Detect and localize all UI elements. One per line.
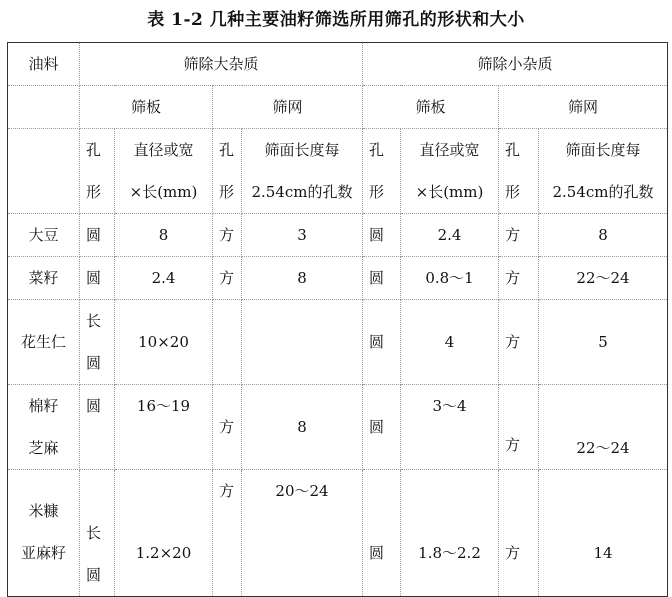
header-hole-shape [363,129,401,214]
header-holes-per-length [539,129,668,214]
header-hole-shape [80,129,115,214]
large-mesh-shape: 方 [213,470,242,597]
large-plate-size: 1.2×20 [115,470,213,597]
small-mesh-count: 5 [539,300,668,385]
large-mesh-shape: 方 [213,214,242,257]
large-mesh-count: 20～24 [242,470,363,597]
header-row-1 [8,43,668,86]
small-mesh-count: 22～24 [539,257,668,300]
header-holes-per-line2: 2.54cm的孔数 [251,183,353,201]
large-mesh-count [242,300,363,385]
oil-name-line1: 米糠 [28,502,59,520]
large-plate-shape: 圆 [80,214,115,257]
table-row [8,214,668,257]
shape-line1: 长 [86,524,102,542]
large-plate-shape: 圆 [80,385,115,470]
header-hole-shape-line2: 形 [369,183,385,201]
header-hole-shape-line1: 孔 [369,141,385,159]
header-small-mesh: 筛网 [499,86,668,129]
header-empty-cell [8,129,80,214]
small-plate-size: 2.4 [401,214,499,257]
header-hole-shape-line1: 孔 [219,141,235,159]
small-plate-shape: 圆 [363,214,401,257]
oil-name: 大豆 [8,214,80,257]
large-plate-size: 8 [115,214,213,257]
sieve-table [7,42,668,597]
large-plate-shape [80,300,115,385]
oil-name [8,470,80,597]
header-holes-per-line2: 2.54cm的孔数 [552,183,654,201]
header-diameter [401,129,499,214]
small-mesh-count [539,385,668,470]
oil-name-line2: 芝麻 [28,439,59,457]
header-oil-material: 油料 [8,43,80,86]
header-large-plate: 筛板 [80,86,213,129]
table-title: 表 1-2 几种主要油籽筛选所用筛孔的形状和大小 [147,10,525,30]
header-hole-shape-line1: 孔 [505,141,521,159]
oil-name-line1: 棉籽 [28,397,59,415]
shape-line1: 长 [86,312,102,330]
shape-line2: 圆 [86,354,102,372]
oil-name [8,385,80,470]
small-mesh-shape: 方 [499,300,539,385]
table-row [8,385,668,470]
header-remove-large: 筛除大杂质 [80,43,363,86]
header-diameter [115,129,213,214]
table-row [8,470,668,597]
small-mesh-shape: 方 [499,214,539,257]
small-mesh-shape-text: 方 [505,436,521,454]
large-plate-size: 2.4 [115,257,213,300]
large-plate-size: 10×20 [115,300,213,385]
header-holes-per-line1: 筛面长度每 [264,141,340,159]
large-mesh-shape [213,300,242,385]
header-hole-shape-line2: 形 [219,183,235,201]
header-small-plate: 筛板 [363,86,499,129]
oil-name: 花生仁 [8,300,80,385]
small-mesh-shape [499,385,539,470]
small-plate-size: 3～4 [401,385,499,470]
large-plate-shape: 圆 [80,257,115,300]
small-plate-size: 1.8～2.2 [401,470,499,597]
header-holes-per-length [242,129,363,214]
small-mesh-shape: 方 [499,257,539,300]
header-diameter-line2: ×长(mm) [129,183,198,201]
header-hole-shape [213,129,242,214]
header-hole-shape-line2: 形 [86,183,102,201]
small-plate-size: 0.8～1 [401,257,499,300]
header-hole-shape [499,129,539,214]
small-mesh-shape: 方 [499,470,539,597]
header-empty-cell [8,86,80,129]
small-plate-size: 4 [401,300,499,385]
header-hole-shape-line2: 形 [505,183,521,201]
large-mesh-count: 3 [242,214,363,257]
large-mesh-count: 8 [242,257,363,300]
small-plate-shape: 圆 [363,300,401,385]
large-plate-shape [80,470,115,597]
header-hole-shape-line1: 孔 [86,141,102,159]
large-mesh-shape: 方 [213,385,242,470]
header-diameter-line1: 直径或宽 [419,141,480,159]
oil-name-line2: 亚麻籽 [20,544,66,562]
table-row [8,300,668,385]
large-plate-size: 16～19 [115,385,213,470]
header-diameter-line1: 直径或宽 [133,141,194,159]
header-row-3 [8,129,668,214]
small-mesh-count: 8 [539,214,668,257]
small-plate-shape: 圆 [363,257,401,300]
header-remove-small: 筛除小杂质 [363,43,668,86]
oil-name: 菜籽 [8,257,80,300]
header-large-mesh: 筛网 [213,86,363,129]
small-mesh-count-text: 22～24 [576,439,630,457]
header-holes-per-line1: 筛面长度每 [565,141,641,159]
header-diameter-line2: ×长(mm) [415,183,484,201]
small-plate-shape: 圆 [363,385,401,470]
shape-line2: 圆 [86,566,102,584]
large-mesh-shape: 方 [213,257,242,300]
small-plate-shape: 圆 [363,470,401,597]
large-mesh-count: 8 [242,385,363,470]
header-row-2 [8,86,668,129]
small-mesh-count: 14 [539,470,668,597]
table-row [8,257,668,300]
